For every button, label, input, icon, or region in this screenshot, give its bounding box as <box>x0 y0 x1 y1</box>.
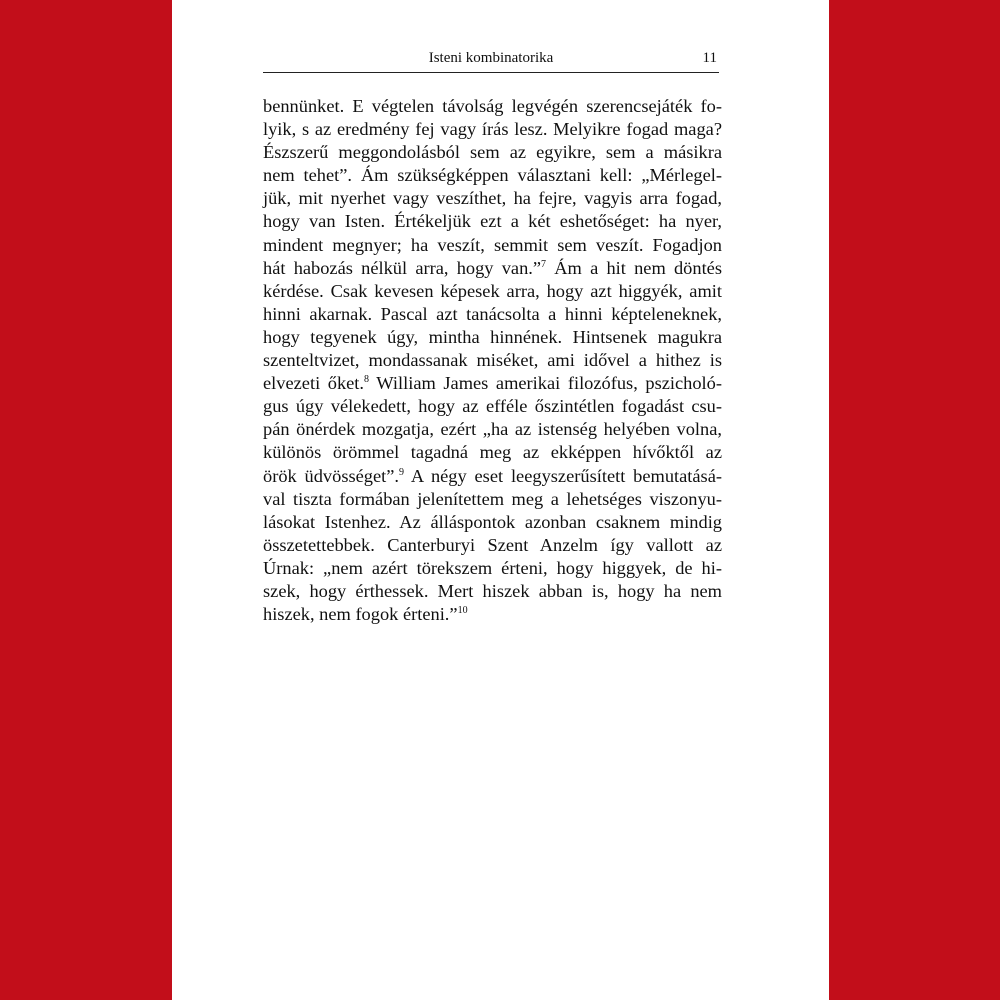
running-head <box>263 48 719 73</box>
footnote-ref-7: 7 <box>541 258 547 270</box>
text-line: val tiszta formában jelenítettem meg a lehetséges viszonyu- <box>263 488 722 509</box>
text-segment: Ám a hit nem döntés <box>546 257 722 278</box>
text-line: kérdése. Csak kevesen képesek arra, hogy azt higgyék, amit <box>263 280 722 301</box>
text-line: jük, mit nyerhet vagy veszíthet, ha fejre, vagyis arra fogad, <box>263 188 722 209</box>
footnote-ref-10: 10 <box>457 605 468 617</box>
book-page <box>172 0 829 1000</box>
text-line: mindent megnyer; ha veszít, semmit sem veszít. Fogadjon <box>263 234 722 255</box>
text-line-with-footnote <box>263 372 722 395</box>
text-line: hinni akarnak. Pascal azt tanácsolta a hinni képteleneknek, <box>263 303 722 324</box>
text-line: pán önérdek mozgatja, ezért „ha az istenség helyében volna, <box>263 419 722 440</box>
text-line: különös örömmel tagadná meg az ekképpen hívőktől az <box>263 442 722 463</box>
text-line: hogy van Isten. Értékeljük ezt a két eshetőséget: ha nyer, <box>263 211 722 232</box>
text-segment: A négy eset leegyszerűsített bemutatásá- <box>404 465 723 486</box>
text-line: szek, hogy érthessek. Mert hiszek abban is, hogy ha nem <box>263 580 722 601</box>
text-line: összetettebbek. Canterburyi Szent Anzelm így vallott az <box>263 534 722 555</box>
text-line: hogy tegyenek úgy, mintha hinnének. Hintsenek magukra <box>263 326 722 347</box>
text-line: Észszerű meggondolásból sem az egyikre, sem a másikra <box>263 142 722 163</box>
text-line: nem tehet”. Ám szükségképpen választani kell: „Mérlegel- <box>263 165 722 186</box>
running-title: Isteni kombinatorika <box>428 50 554 66</box>
footnote-ref-9: 9 <box>399 466 405 478</box>
footnote-ref-8: 8 <box>364 374 370 386</box>
text-line: bennünket. E végtelen távolság legvégén szerencsejáték fo- <box>263 96 722 116</box>
text-line-last <box>263 603 722 626</box>
text-line: lásokat Istenhez. Az álláspontok azonban csaknem mindig <box>263 511 722 532</box>
text-segment: örök üdvösséget”. <box>263 465 400 486</box>
text-line-with-footnote <box>263 257 722 280</box>
text-line: gus úgy vélekedett, hogy az efféle őszintétlen fogadást csu- <box>263 396 722 417</box>
text-segment: elvezeti őket. <box>263 373 365 394</box>
text-line: lyik, s az eredmény fej vagy írás lesz. Melyikre fogad maga? <box>263 119 722 140</box>
page-number: 11 <box>702 50 717 66</box>
text-line-with-footnote <box>263 465 722 488</box>
text-segment: William James amerikai filozófus, pszicholó- <box>369 373 722 394</box>
text-segment: hiszek, nem fogok érteni.” <box>263 604 458 625</box>
text-line: szenteltvizet, mondassanak miséket, ami idővel a hithez is <box>263 350 722 371</box>
text-line: Úrnak: „nem azért törekszem érteni, hogy higgyek, de hi- <box>263 557 722 578</box>
body-text <box>263 95 722 626</box>
text-segment: hát habozás nélkül arra, hogy van.” <box>263 257 542 278</box>
